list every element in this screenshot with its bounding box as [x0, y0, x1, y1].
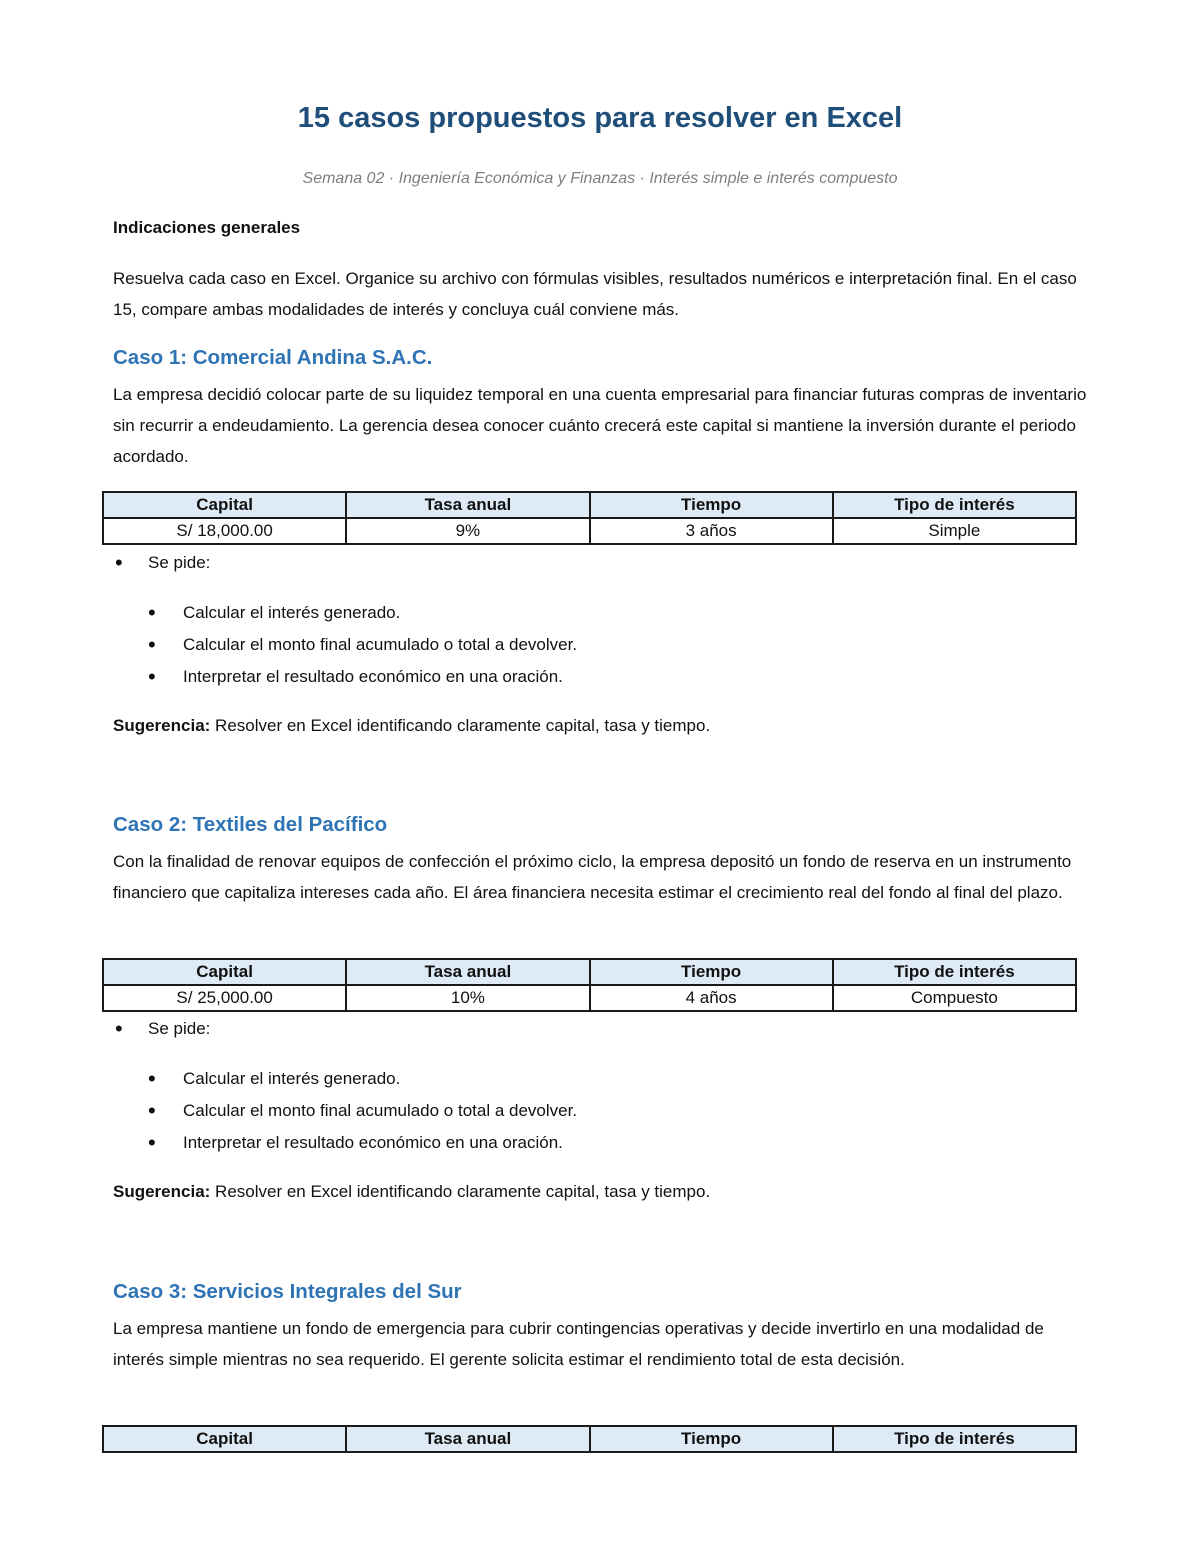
case-1-table — [102, 491, 1077, 545]
cell-tipo: Compuesto — [833, 985, 1076, 1011]
case-1-description: La empresa decidió colocar parte de su liquidez temporal en una cuenta empresarial para financiar futuras compras de inventario sin recurrir a endeudamiento. La gerencia desea conocer cuánto crecerá este capital si mantiene la inversión durante el periodo acordado. — [113, 385, 1087, 466]
case-1-title: Caso 1: Comercial Andina S.A.C. — [113, 346, 433, 369]
case-1-items — [148, 597, 1078, 693]
se-pide-label: • Se pide: — [113, 551, 1073, 575]
table-header-row — [103, 492, 1076, 518]
case-3-description: La empresa mantiene un fondo de emergencia para cubrir contingencias operativas y decide invertirlo en una modalidad de interés simple mientras no sea requerido. El gerente solicita estimar el rendimiento total de esta decisión. — [113, 1319, 1044, 1369]
sugerencia-text: Resolver en Excel identificando claramente capital, tasa y tiempo. — [210, 1182, 711, 1201]
header-tiempo: Tiempo — [590, 959, 833, 985]
header-tiempo: Tiempo — [590, 1426, 833, 1452]
list-item: • Calcular el interés generado. — [148, 1063, 1078, 1095]
case-2-description: Con la finalidad de renovar equipos de confección el próximo ciclo, la empresa depositó un fondo de reserva en un instrumento financiero que capitaliza intereses cada año. El área financiera necesita estimar el crecimiento real del fondo al final del plazo. — [113, 852, 1072, 902]
list-item: • Calcular el monto final acumulado o total a devolver. — [148, 1095, 1078, 1127]
header-tasa: Tasa anual — [346, 1426, 589, 1452]
document-subtitle: Semana 02 · Ingeniería Económica y Finanzas · Interés simple e interés compuesto — [302, 170, 898, 187]
general-text: Resuelva cada caso en Excel. Organice su archivo con fórmulas visibles, resultados numéricos e interpretación final. En el caso 15, compare ambas modalidades de interés y concluya cuál conviene más. — [113, 269, 1077, 319]
cell-tasa: 10% — [346, 985, 589, 1011]
table-header-row — [103, 959, 1076, 985]
header-capital: Capital — [103, 492, 346, 518]
cell-tipo: Simple — [833, 518, 1076, 544]
cell-tasa: 9% — [346, 518, 589, 544]
case-2-sugerencia — [113, 1182, 1088, 1202]
document-title: 15 casos propuestos para resolver en Excel — [297, 102, 903, 134]
case-2-table — [102, 958, 1077, 1012]
case-2-se-pide — [113, 1017, 1073, 1041]
header-tipo: Tipo de interés — [833, 959, 1076, 985]
header-capital: Capital — [103, 959, 346, 985]
cell-tiempo: 4 años — [590, 985, 833, 1011]
table-header-row — [103, 1426, 1076, 1452]
case-3-title: Caso 3: Servicios Integrales del Sur — [113, 1280, 462, 1303]
header-tasa: Tasa anual — [346, 959, 589, 985]
table-row — [103, 518, 1076, 544]
case-1-se-pide — [113, 551, 1073, 575]
header-tiempo: Tiempo — [590, 492, 833, 518]
list-item: • Interpretar el resultado económico en una oración. — [148, 1127, 1078, 1159]
sugerencia-text: Resolver en Excel identificando claramente capital, tasa y tiempo. — [210, 716, 711, 735]
cell-tiempo: 3 años — [590, 518, 833, 544]
case-3-table — [102, 1425, 1077, 1453]
list-item: • Calcular el interés generado. — [148, 597, 1078, 629]
table-row — [103, 985, 1076, 1011]
header-tasa: Tasa anual — [346, 492, 589, 518]
case-1-sugerencia — [113, 716, 1088, 736]
header-capital: Capital — [103, 1426, 346, 1452]
header-tipo: Tipo de interés — [833, 1426, 1076, 1452]
sugerencia-label: Sugerencia: — [113, 716, 211, 735]
list-item: • Interpretar el resultado económico en una oración. — [148, 661, 1078, 693]
header-tipo: Tipo de interés — [833, 492, 1076, 518]
general-heading: Indicaciones generales — [113, 218, 301, 237]
cell-capital: S/ 18,000.00 — [103, 518, 346, 544]
cell-capital: S/ 25,000.00 — [103, 985, 346, 1011]
se-pide-label: • Se pide: — [113, 1017, 1073, 1041]
list-item: • Calcular el monto final acumulado o total a devolver. — [148, 629, 1078, 661]
case-2-title: Caso 2: Textiles del Pacífico — [113, 813, 388, 836]
case-2-items — [148, 1063, 1078, 1159]
sugerencia-label: Sugerencia: — [113, 1182, 211, 1201]
